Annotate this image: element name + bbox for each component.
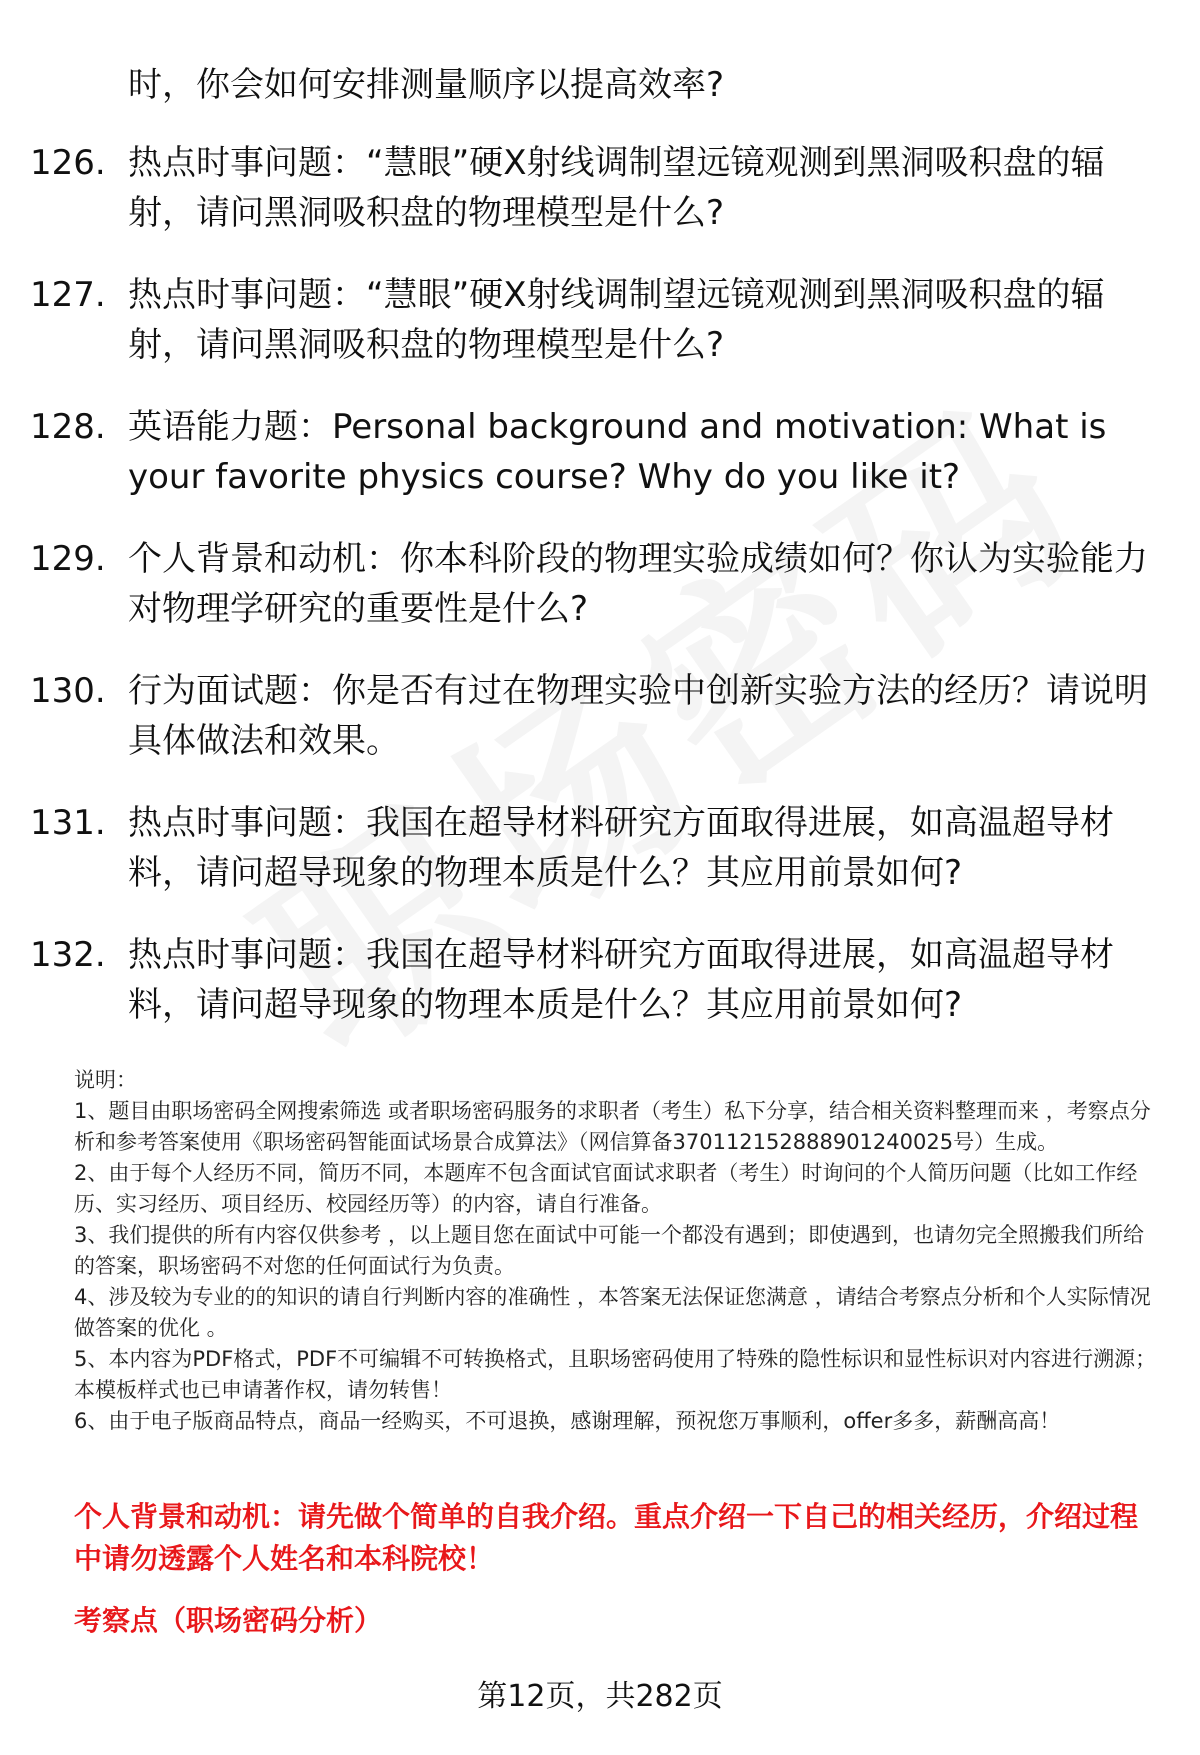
analysis-heading: 考察点（职场密码分析） [74, 1604, 383, 1637]
question-number: 131. [30, 803, 106, 843]
question-text: 热点时事问题：我国在超导材料研究方面取得进展，如高温超导材料，请问超导现象的物理本质是什么？其应用前景如何? [128, 935, 1114, 1025]
question-text: 热点时事问题：“慧眼”硬X射线调制望远镜观测到黑洞吸积盘的辐射，请问黑洞吸积盘的物理模型是什么? [128, 143, 1105, 233]
question-continuation: 时，你会如何安排测量顺序以提高效率? [128, 65, 725, 105]
question-text: 行为面试题：你是否有过在物理实验中创新实验方法的经历？请说明具体做法和效果。 [128, 671, 1148, 761]
note-item: 3、我们提供的所有内容仅供参考 ，以上题目您在面试中可能一个都没有遇到；即使遇到，也请勿完全照搬我们所给的答案，职场密码不对您的任何面试行为负责。 [74, 1223, 1145, 1278]
question-text: 热点时事问题：我国在超导材料研究方面取得进展，如高温超导材料，请问超导现象的物理本质是什么？其应用前景如何? [128, 803, 1114, 893]
question-text: 个人背景和动机：你本科阶段的物理实验成绩如何？你认为实验能力对物理学研究的重要性是什么? [128, 539, 1148, 629]
question-text: 英语能力题：Personal background and motivation: What is your favorite physics course? Why do you like it? [128, 407, 1107, 497]
note-item: 4、涉及较为专业的的知识的请自行判断内容的准确性 ，本答案无法保证您满意 ，请结合考察点分析和个人实际情况做答案的优化 。 [74, 1285, 1151, 1340]
question-item [30, 666, 1168, 766]
page-number: 第12页，共282页 [477, 1679, 723, 1714]
question-number: 130. [30, 671, 106, 711]
question-item [30, 270, 1168, 370]
question-number: 126. [30, 143, 106, 183]
note-item: 2、由于每个人经历不同，简历不同，本题库不包含面试官面试求职者（考生）时询问的个人简历问题（比如工作经历、实习经历、项目经历、校园经历等）的内容，请自行准备。 [74, 1161, 1138, 1216]
question-number: 129. [30, 539, 106, 579]
question-item [30, 930, 1168, 1030]
question-number: 128. [30, 407, 106, 447]
highlight-question: 个人背景和动机：请先做个简单的自我介绍。重点介绍一下自己的相关经历，介绍过程中请勿透露个人姓名和本科院校！ [74, 1500, 1139, 1575]
note-item: 5、本内容为PDF格式，PDF不可编辑不可转换格式，且职场密码使用了特殊的隐性标识和显性标识对内容进行溯源；本模板样式也已申请著作权，请勿转售！ [74, 1347, 1157, 1402]
question-list [30, 138, 1170, 1062]
question-item [30, 402, 1168, 502]
question-item [30, 138, 1168, 238]
note-item: 1、题目由职场密码全网搜索筛选 或者职场密码服务的求职者（考生）私下分享，结合相关资料整理而来 ，考察点分析和参考答案使用《职场密码智能面试场景合成算法》（网信算备370112152888901240025号）生成。 [74, 1099, 1151, 1154]
question-number: 132. [30, 935, 106, 975]
note-item: 6、由于电子版商品特点，商品一经购买，不可退换，感谢理解，预祝您万事顺利，offer多多，薪酬高高！ [74, 1409, 1061, 1433]
notes-section [74, 1065, 1164, 1437]
question-number: 127. [30, 275, 106, 315]
question-item [30, 798, 1168, 898]
notes-heading: 说明： [74, 1068, 137, 1092]
question-text: 热点时事问题：“慧眼”硬X射线调制望远镜观测到黑洞吸积盘的辐射，请问黑洞吸积盘的物理模型是什么? [128, 275, 1105, 365]
question-item [30, 534, 1168, 634]
